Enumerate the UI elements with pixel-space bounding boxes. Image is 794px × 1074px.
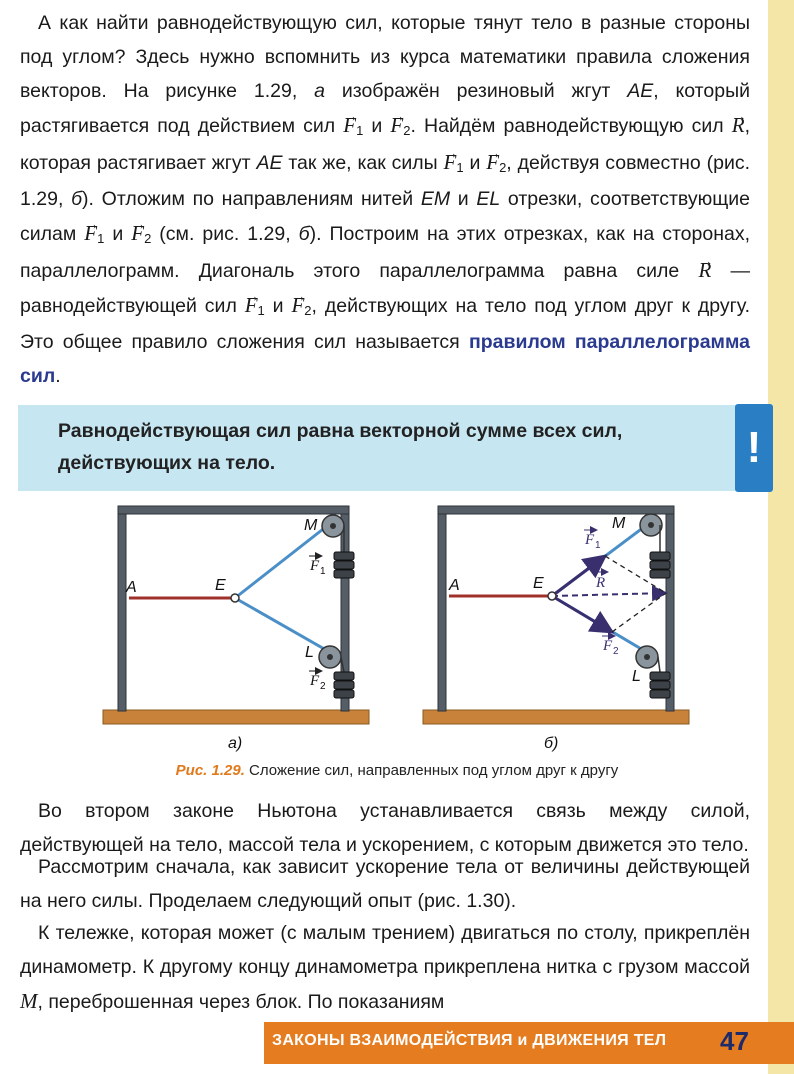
- panel-b-vector-f2: [552, 596, 612, 632]
- figure-caption-label: Рис. 1.29.: [175, 762, 245, 779]
- panel-b-label-e: E: [533, 575, 544, 592]
- panel-a-top-bar: [118, 506, 349, 514]
- paragraph-experiment-intro: Рассмотрим сначала, как зависит ускорение тела от величины действующей на него силы. Проделаем следующий опыт (рис. 1.30).: [20, 856, 750, 912]
- panel-a-pulley-m-hub: [330, 523, 336, 529]
- paragraph-parallelogram-rule: А как найти равнодействующую сил, которые тянут тело в разные стороны под углом? Здесь нужно вспомнить из курса математики правила сложения векторов. На рисунке 1.29, а изображён резиновый жгут AE, который растягивается под действием сил → F1 и → F2. Найдём равнодействующую сил → R, которая растягивает жгут AE так же, как силы → F1 и → F2, действуя совместно (рис. 1.29, б). Отложим по направлениям нитей EM и EL отрезки, соответствующие силам → F1 и → F2 (см. рис. 1.29, б). Построим на этих отрезках, как на сторонах, параллелограмм. Диагональ этого параллелограмма равна силе → R — равнодействующей сил → F1 и → F2, действующих на тело под углом друг к другу. Это общее правило сложения сил называется правилом параллелограмма сил.: [20, 6, 750, 393]
- panel-a-pulley-l-hub: [327, 654, 333, 660]
- panel-b-parallelogram-side-2: [612, 593, 666, 632]
- panel-b-pulley-l-hub: [644, 654, 650, 660]
- panel-b-weights-2: [650, 672, 670, 698]
- panel-a-label-f2: F: [310, 673, 320, 689]
- panel-b-left-post: [438, 508, 446, 711]
- figure-panel-a: [103, 506, 369, 724]
- figure-label-a: а): [228, 735, 243, 752]
- panel-a-left-post: [118, 508, 126, 711]
- panel-b-label-f2-sub: 2: [613, 646, 619, 657]
- panel-b-label-l: L: [632, 668, 641, 685]
- panel-a-weights-1: [334, 552, 354, 578]
- panel-a-thread-el: [235, 598, 326, 650]
- panel-b-vector-r: [552, 593, 666, 596]
- figure-caption-text: Сложение сил, направленных под углом друг к другу: [244, 762, 619, 779]
- panel-a-point-e: [231, 594, 239, 602]
- key-term: правилом параллелограмма сил: [20, 331, 750, 387]
- panel-b-pulley-m-hub: [648, 522, 654, 528]
- footer-section-title: ЗАКОНЫ ВЗАИМОДЕЙСТВИЯ и ДВИЖЕНИЯ ТЕЛ: [272, 1032, 667, 1049]
- panel-a-label-l: L: [305, 644, 314, 661]
- rule-callout: [18, 405, 773, 491]
- panel-b-label-m: M: [612, 515, 626, 532]
- panel-a-label-m: M: [304, 517, 318, 534]
- panel-b-top-bar: [438, 506, 674, 514]
- panel-a-label-f1: F: [310, 558, 320, 574]
- figure-label-b: б): [544, 735, 559, 752]
- panel-a-weights-2: [334, 672, 354, 698]
- panel-a-label-f1-sub: 1: [320, 566, 326, 577]
- panel-b-label-a: A: [449, 577, 460, 594]
- panel-b-weight-string-2: [658, 657, 660, 672]
- panel-a-label-e: E: [215, 577, 226, 594]
- panel-b-weights-1: [650, 552, 670, 578]
- panel-a-label-f2-sub: 2: [320, 681, 326, 692]
- panel-b-label-f1-sub: 1: [595, 540, 601, 551]
- paragraph-newton-second-law: Во втором законе Ньютона устанавливается связь между силой, действующей на тело, массой тела и ускорением, с которым движется это тело.: [20, 800, 750, 856]
- panel-b-point-e: [548, 592, 556, 600]
- panel-b-label-f1: F: [585, 532, 595, 548]
- panel-b-label-r: R: [596, 575, 606, 591]
- panel-a-base: [103, 710, 369, 724]
- panel-b-base: [423, 710, 689, 724]
- page-number: 47: [720, 1026, 749, 1056]
- paragraph-cart-experiment: К тележке, которая может (с малым трением) двигаться по столу, прикреплён динамометр. К другому концу динамометра прикреплена нитка с грузом массой M, переброшенная через блок. По показаниям: [20, 922, 750, 1013]
- figure-1-29: [0, 492, 794, 762]
- panel-b-label-f2: F: [603, 638, 613, 654]
- exclamation-icon: !: [735, 404, 773, 492]
- rule-callout-text: Равнодействующая сил равна векторной сумме всех сил, действующих на тело.: [58, 420, 623, 474]
- figure-caption: [0, 762, 794, 779]
- panel-a-label-a: A: [126, 579, 137, 596]
- figure-panel-b: [423, 506, 689, 724]
